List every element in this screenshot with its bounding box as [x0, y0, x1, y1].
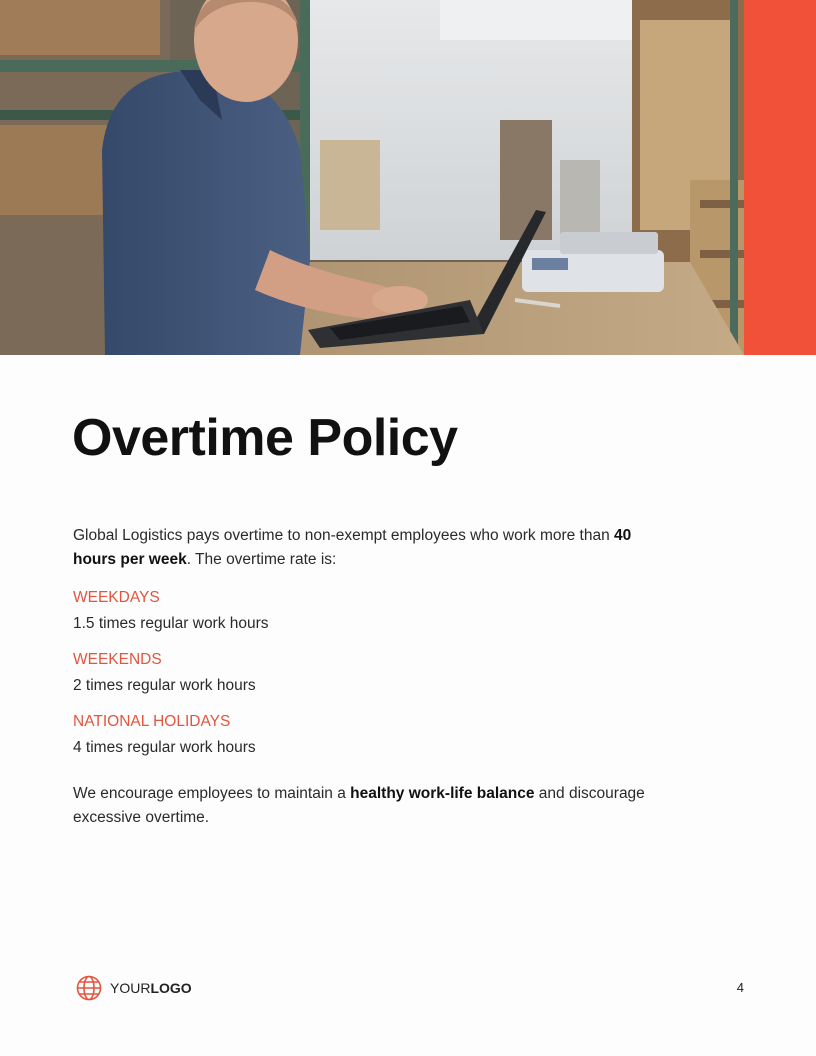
closing-bold-text: healthy work-life balance	[350, 785, 535, 802]
rate-text: 2 times regular work hours	[73, 677, 256, 694]
closing-text-end: and discourage excessive overtime.	[73, 785, 645, 826]
rate-text: 1.5 times regular work hours	[73, 615, 269, 632]
intro-paragraph	[73, 524, 673, 572]
rate-text: 4 times regular work hours	[73, 739, 256, 756]
intro-bold-text: 40 hours per week	[73, 527, 632, 568]
rate-item-national-holidays	[73, 712, 673, 758]
intro-text-end: . The overtime rate is:	[186, 551, 337, 568]
footer-logo	[76, 974, 192, 1002]
rate-heading: WEEKENDS	[73, 651, 162, 668]
logo-text-bold: LOGO	[150, 980, 192, 996]
closing-paragraph	[73, 782, 673, 830]
closing-text: We encourage employees to maintain a	[73, 785, 351, 802]
policy-content	[73, 524, 673, 830]
hero-photo	[0, 0, 744, 355]
intro-text: Global Logistics pays overtime to non-exempt employees who work more than	[73, 527, 615, 544]
logo-text	[110, 980, 192, 996]
warehouse-worker-laptop-photo	[0, 0, 744, 355]
rate-item-weekends	[73, 650, 673, 696]
logo-text-regular: YOUR	[110, 980, 151, 996]
rate-heading: WEEKDAYS	[73, 589, 160, 606]
accent-bar	[744, 0, 816, 355]
page-title: Overtime Policy	[72, 409, 458, 467]
rate-item-weekdays	[73, 588, 673, 634]
rate-heading: NATIONAL HOLIDAYS	[73, 713, 231, 730]
globe-icon	[76, 975, 102, 1001]
page-number: 4	[736, 980, 744, 995]
